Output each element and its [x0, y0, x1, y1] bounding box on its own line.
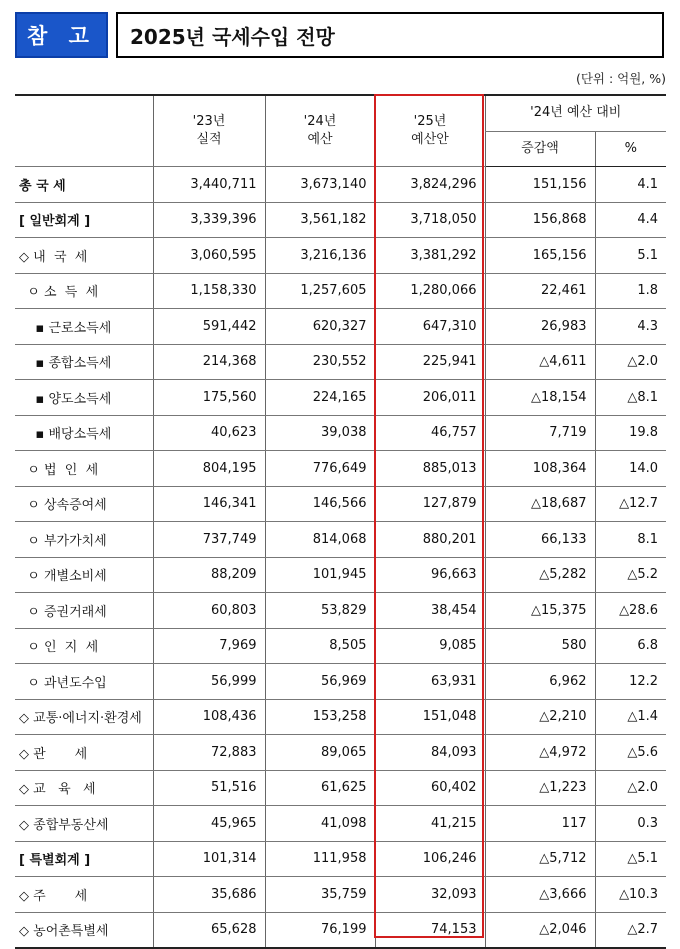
change-percent: 1.8 [595, 273, 666, 309]
row-label: ◇ 교통·에너지·환경세 [15, 699, 153, 735]
value-2023: 51,516 [153, 770, 265, 806]
tax-revenue-table [15, 94, 666, 949]
change-percent: △5.2 [595, 557, 666, 593]
change-percent: △2.0 [595, 770, 666, 806]
value-2024: 56,969 [265, 664, 375, 700]
value-2024: 3,673,140 [265, 167, 375, 203]
header-change-amount: 증감액 [485, 131, 595, 167]
change-percent: △12.7 [595, 486, 666, 522]
change-amount: 66,133 [485, 522, 595, 558]
value-2025: 647,310 [375, 309, 485, 345]
change-amount: 117 [485, 806, 595, 842]
value-2024: 230,552 [265, 344, 375, 380]
value-2024: 620,327 [265, 309, 375, 345]
change-percent: △8.1 [595, 380, 666, 416]
row-label: 총 국 세 [15, 167, 153, 203]
value-2024: 111,958 [265, 841, 375, 877]
value-2023: 175,560 [153, 380, 265, 416]
row-label: ㅇ 법 인 세 [15, 451, 153, 487]
value-2025: 38,454 [375, 593, 485, 629]
value-2024: 776,649 [265, 451, 375, 487]
change-amount: △5,282 [485, 557, 595, 593]
row-label: ㅇ 증권거래세 [15, 593, 153, 629]
table-row [15, 522, 666, 558]
row-label: ㅇ 과년도수입 [15, 664, 153, 700]
value-2024: 3,561,182 [265, 202, 375, 238]
header-vs-2024-budget: '24년 예산 대비 [485, 95, 666, 131]
table-row [15, 415, 666, 451]
row-label: ◇ 내 국 세 [15, 238, 153, 274]
value-2024: 1,257,605 [265, 273, 375, 309]
value-2024: 89,065 [265, 735, 375, 771]
row-label: [ 일반회계 ] [15, 202, 153, 238]
table-row [15, 238, 666, 274]
change-amount: △15,375 [485, 593, 595, 629]
value-2025: 3,381,292 [375, 238, 485, 274]
table-row [15, 664, 666, 700]
table-row [15, 273, 666, 309]
value-2024: 814,068 [265, 522, 375, 558]
change-percent: 8.1 [595, 522, 666, 558]
change-percent: △5.1 [595, 841, 666, 877]
change-percent: 5.1 [595, 238, 666, 274]
change-amount: 7,719 [485, 415, 595, 451]
header [15, 12, 664, 58]
change-percent: 4.4 [595, 202, 666, 238]
value-2023: 7,969 [153, 628, 265, 664]
row-label: ◇ 교 육 세 [15, 770, 153, 806]
change-amount: 108,364 [485, 451, 595, 487]
value-2024: 53,829 [265, 593, 375, 629]
value-2025: 74,153 [375, 912, 485, 948]
change-percent: △2.7 [595, 912, 666, 948]
row-label: ◇ 농어촌특별세 [15, 912, 153, 948]
change-percent: △2.0 [595, 344, 666, 380]
page-title: 2025년 국세수입 전망 [116, 12, 664, 58]
change-amount: △3,666 [485, 877, 595, 913]
value-2023: 65,628 [153, 912, 265, 948]
value-2024: 39,038 [265, 415, 375, 451]
value-2024: 41,098 [265, 806, 375, 842]
table-row [15, 770, 666, 806]
row-label: ▪ 근로소득세 [15, 309, 153, 345]
value-2023: 737,749 [153, 522, 265, 558]
value-2024: 61,625 [265, 770, 375, 806]
table-row [15, 912, 666, 948]
table-row [15, 167, 666, 203]
table-row [15, 806, 666, 842]
value-2025: 84,093 [375, 735, 485, 771]
row-label: ◇ 종합부동산세 [15, 806, 153, 842]
value-2023: 108,436 [153, 699, 265, 735]
row-label: ㅇ 개별소비세 [15, 557, 153, 593]
change-amount: △18,687 [485, 486, 595, 522]
value-2025: 96,663 [375, 557, 485, 593]
header-percent: % [595, 131, 666, 167]
value-2024: 101,945 [265, 557, 375, 593]
change-percent: △5.6 [595, 735, 666, 771]
value-2023: 214,368 [153, 344, 265, 380]
value-2025: 63,931 [375, 664, 485, 700]
value-2025: 880,201 [375, 522, 485, 558]
value-2023: 45,965 [153, 806, 265, 842]
row-label: ▪ 종합소득세 [15, 344, 153, 380]
value-2023: 804,195 [153, 451, 265, 487]
value-2025: 9,085 [375, 628, 485, 664]
value-2024: 224,165 [265, 380, 375, 416]
change-percent: 12.2 [595, 664, 666, 700]
row-label: ◇ 관 세 [15, 735, 153, 771]
value-2025: 60,402 [375, 770, 485, 806]
table-row [15, 699, 666, 735]
change-amount: △4,972 [485, 735, 595, 771]
change-amount: △18,154 [485, 380, 595, 416]
change-percent: 4.3 [595, 309, 666, 345]
value-2024: 35,759 [265, 877, 375, 913]
row-label: ◇ 주 세 [15, 877, 153, 913]
header-2025-proposal: '25년 예산안 [375, 95, 485, 167]
value-2023: 591,442 [153, 309, 265, 345]
value-2023: 56,999 [153, 664, 265, 700]
header-label-col [15, 95, 153, 167]
value-2025: 106,246 [375, 841, 485, 877]
value-2024: 3,216,136 [265, 238, 375, 274]
change-amount: 26,983 [485, 309, 595, 345]
change-amount: △2,046 [485, 912, 595, 948]
value-2023: 3,440,711 [153, 167, 265, 203]
value-2025: 32,093 [375, 877, 485, 913]
change-amount: 156,868 [485, 202, 595, 238]
row-label: ▪ 양도소득세 [15, 380, 153, 416]
table-row [15, 380, 666, 416]
value-2023: 146,341 [153, 486, 265, 522]
change-percent: 19.8 [595, 415, 666, 451]
value-2023: 35,686 [153, 877, 265, 913]
row-label: ㅇ 인 지 세 [15, 628, 153, 664]
change-amount: △2,210 [485, 699, 595, 735]
reference-badge: 참 고 [15, 12, 108, 58]
header-2024-budget: '24년 예산 [265, 95, 375, 167]
table-row [15, 451, 666, 487]
row-label: ㅇ 상속증여세 [15, 486, 153, 522]
table-row [15, 202, 666, 238]
value-2025: 3,824,296 [375, 167, 485, 203]
change-amount: △5,712 [485, 841, 595, 877]
change-amount: 6,962 [485, 664, 595, 700]
table-row [15, 309, 666, 345]
change-percent: △10.3 [595, 877, 666, 913]
value-2023: 72,883 [153, 735, 265, 771]
change-percent: 0.3 [595, 806, 666, 842]
change-amount: 22,461 [485, 273, 595, 309]
row-label: ▪ 배당소득세 [15, 415, 153, 451]
value-2025: 3,718,050 [375, 202, 485, 238]
table-row [15, 628, 666, 664]
value-2025: 1,280,066 [375, 273, 485, 309]
table-row [15, 735, 666, 771]
row-label: [ 특별회계 ] [15, 841, 153, 877]
value-2025: 127,879 [375, 486, 485, 522]
unit-label: (단위 : 억원, %) [575, 71, 666, 86]
change-amount: △4,611 [485, 344, 595, 380]
value-2024: 153,258 [265, 699, 375, 735]
table-row [15, 344, 666, 380]
value-2025: 46,757 [375, 415, 485, 451]
value-2023: 40,623 [153, 415, 265, 451]
row-label: ㅇ 부가가치세 [15, 522, 153, 558]
header-2023-actual: '23년 실적 [153, 95, 265, 167]
value-2024: 76,199 [265, 912, 375, 948]
change-amount: 151,156 [485, 167, 595, 203]
change-amount: △1,223 [485, 770, 595, 806]
table-row [15, 486, 666, 522]
row-label: ㅇ 소 득 세 [15, 273, 153, 309]
value-2023: 3,339,396 [153, 202, 265, 238]
value-2025: 225,941 [375, 344, 485, 380]
table-row [15, 557, 666, 593]
value-2025: 151,048 [375, 699, 485, 735]
value-2025: 206,011 [375, 380, 485, 416]
change-percent: △28.6 [595, 593, 666, 629]
value-2024: 146,566 [265, 486, 375, 522]
value-2023: 3,060,595 [153, 238, 265, 274]
value-2025: 41,215 [375, 806, 485, 842]
value-2023: 88,209 [153, 557, 265, 593]
change-amount: 165,156 [485, 238, 595, 274]
value-2023: 60,803 [153, 593, 265, 629]
change-percent: △1.4 [595, 699, 666, 735]
table-row [15, 593, 666, 629]
table-row [15, 841, 666, 877]
table-row [15, 877, 666, 913]
value-2023: 101,314 [153, 841, 265, 877]
value-2024: 8,505 [265, 628, 375, 664]
value-2023: 1,158,330 [153, 273, 265, 309]
change-percent: 6.8 [595, 628, 666, 664]
change-amount: 580 [485, 628, 595, 664]
value-2025: 885,013 [375, 451, 485, 487]
change-percent: 14.0 [595, 451, 666, 487]
change-percent: 4.1 [595, 167, 666, 203]
